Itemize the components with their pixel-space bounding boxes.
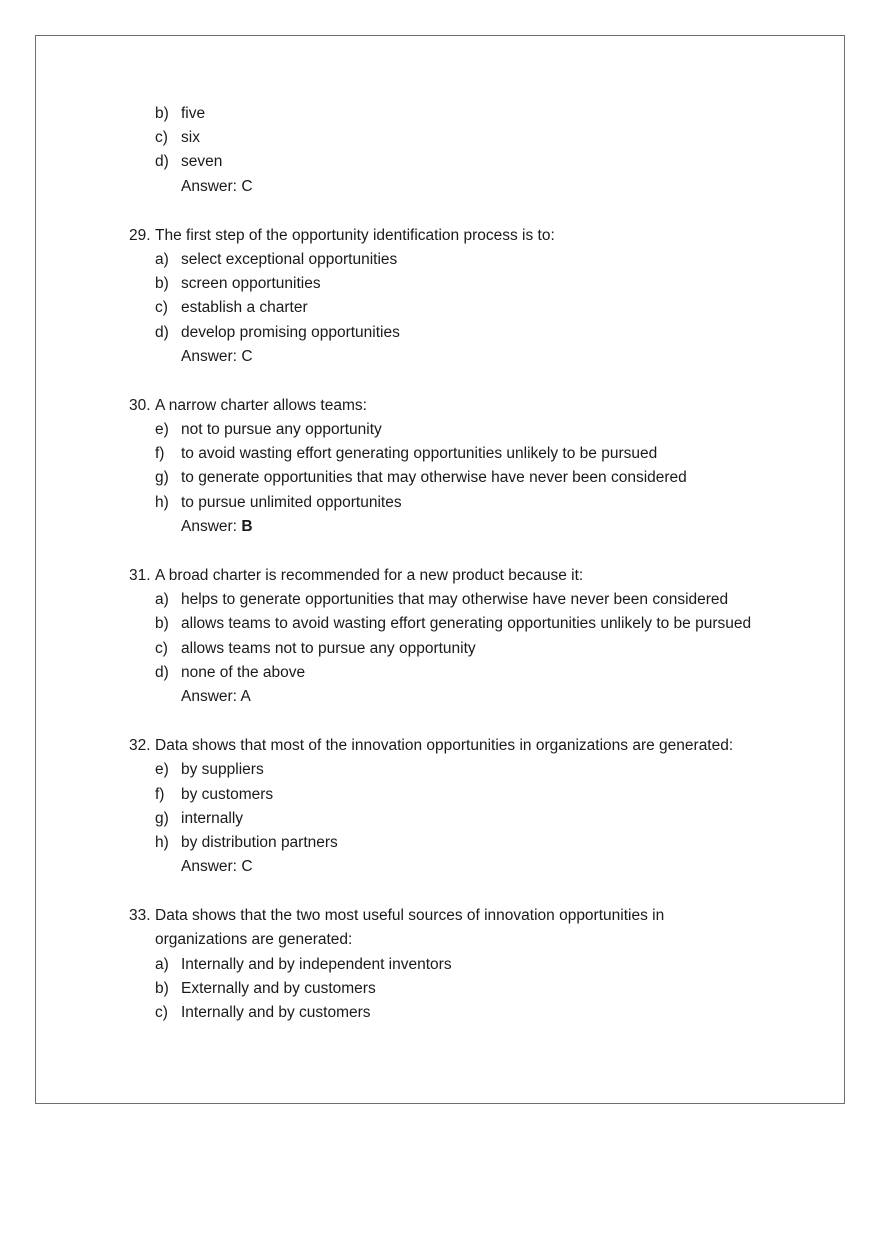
question-row xyxy=(0,394,880,418)
option-letter: g) xyxy=(155,469,169,487)
option-row xyxy=(0,807,880,831)
option-letter: b) xyxy=(155,275,169,293)
answer-row xyxy=(0,515,880,539)
option-text: select exceptional opportunities xyxy=(181,250,398,268)
question-number: 33. xyxy=(129,907,151,925)
answer-label: Answer: xyxy=(181,858,242,876)
question-text: A broad charter is recommended for a new product because it: xyxy=(155,567,584,584)
option-letter: a) xyxy=(155,591,169,609)
option-row xyxy=(0,637,880,661)
answer-line xyxy=(181,515,253,539)
question-text: organizations are generated: xyxy=(155,931,353,949)
option-text: to pursue unlimited opportunites xyxy=(181,493,402,511)
question-29 xyxy=(0,224,880,369)
question-row xyxy=(0,224,880,248)
option-text: establish a charter xyxy=(181,299,308,317)
question-row xyxy=(0,564,880,588)
option-letter: e) xyxy=(155,421,169,439)
answer-label: Answer: xyxy=(181,517,242,535)
option-row xyxy=(0,150,880,174)
option-text: Externally and by customers xyxy=(181,979,376,997)
answer-row xyxy=(0,685,880,709)
question-number: 29. xyxy=(129,226,151,244)
question-number: 32. xyxy=(129,737,151,755)
option-text: develop promising opportunities xyxy=(181,323,400,341)
option-row xyxy=(0,126,880,150)
option-text: allows teams not to pursue any opportunity xyxy=(181,639,476,657)
option-letter: h) xyxy=(155,833,169,851)
option-row xyxy=(0,588,880,612)
question-33 xyxy=(0,904,880,1025)
option-letter: c) xyxy=(155,129,168,147)
option-row xyxy=(0,442,880,466)
document-content xyxy=(0,102,880,1025)
question-row xyxy=(0,904,880,928)
option-text: internally xyxy=(181,809,244,827)
option-row xyxy=(0,783,880,807)
option-letter: d) xyxy=(155,663,169,681)
answer-line xyxy=(181,685,251,709)
option-text: allows teams to avoid wasting effort generating opportunities unlikely to be pursued xyxy=(181,615,752,633)
option-text: to avoid wasting effort generating opportunities unlikely to be pursued xyxy=(181,445,658,463)
answer-value: C xyxy=(241,347,253,365)
question-text: The first step of the opportunity identification process is to: xyxy=(155,226,555,244)
option-row xyxy=(0,953,880,977)
option-text: by suppliers xyxy=(181,761,264,779)
question-text: A narrow charter allows teams: xyxy=(155,396,367,414)
option-row xyxy=(0,612,880,636)
question-number: 30. xyxy=(129,396,151,414)
option-letter: c) xyxy=(155,1004,168,1021)
option-text: none of the above xyxy=(181,663,306,681)
option-letter: f) xyxy=(155,785,165,803)
option-letter: g) xyxy=(155,809,169,827)
option-text: by distribution partners xyxy=(181,833,338,851)
question-number: 31. xyxy=(129,567,151,584)
option-letter: a) xyxy=(155,955,169,973)
option-text: helps to generate opportunities that may otherwise have never been considered xyxy=(181,591,729,609)
answer-label: Answer: xyxy=(181,347,242,365)
continued-question xyxy=(0,102,880,199)
option-text: Internally and by customers xyxy=(181,1004,371,1021)
option-letter: h) xyxy=(155,493,169,511)
question-31 xyxy=(0,564,880,709)
option-text: six xyxy=(181,129,200,147)
option-letter: e) xyxy=(155,761,169,779)
answer-label: Answer: xyxy=(181,687,241,705)
option-row xyxy=(0,248,880,272)
option-row xyxy=(0,661,880,685)
option-row xyxy=(0,102,880,126)
answer-value: B xyxy=(241,517,253,535)
answer-value: C xyxy=(241,177,253,195)
option-row xyxy=(0,466,880,490)
option-letter: d) xyxy=(155,323,169,341)
answer-line xyxy=(181,345,253,369)
option-row xyxy=(0,1001,880,1025)
question-row-continued xyxy=(0,928,880,952)
option-row xyxy=(0,272,880,296)
answer-row xyxy=(0,855,880,879)
option-row xyxy=(0,831,880,855)
option-letter: b) xyxy=(155,979,169,997)
option-letter: c) xyxy=(155,299,168,317)
option-row xyxy=(0,977,880,1001)
option-row xyxy=(0,491,880,515)
answer-line xyxy=(181,855,253,879)
option-row xyxy=(0,321,880,345)
option-text: not to pursue any opportunity xyxy=(181,421,382,439)
question-text: Data shows that the two most useful sources of innovation opportunities in xyxy=(155,907,665,925)
option-text: seven xyxy=(181,153,223,171)
answer-label: Answer: xyxy=(181,177,242,195)
option-letter: b) xyxy=(155,105,169,122)
answer-row xyxy=(0,345,880,369)
answer-row xyxy=(0,175,880,199)
option-text: Internally and by independent inventors xyxy=(181,955,452,973)
question-text: Data shows that most of the innovation opportunities in organizations are generated: xyxy=(155,737,734,755)
option-letter: f) xyxy=(155,445,165,463)
answer-line xyxy=(181,175,253,199)
answer-value: C xyxy=(241,858,253,876)
option-row xyxy=(0,296,880,320)
option-text: to generate opportunities that may otherwise have never been considered xyxy=(181,469,687,487)
question-row xyxy=(0,734,880,758)
option-letter: d) xyxy=(155,153,169,171)
option-letter: c) xyxy=(155,639,168,657)
option-letter: b) xyxy=(155,615,169,633)
option-text: five xyxy=(181,105,206,122)
option-letter: a) xyxy=(155,250,169,268)
option-row xyxy=(0,758,880,782)
answer-value: A xyxy=(240,687,251,705)
question-32 xyxy=(0,734,880,879)
option-text: by customers xyxy=(181,785,274,803)
option-row xyxy=(0,418,880,442)
question-30 xyxy=(0,394,880,539)
option-text: screen opportunities xyxy=(181,275,321,293)
